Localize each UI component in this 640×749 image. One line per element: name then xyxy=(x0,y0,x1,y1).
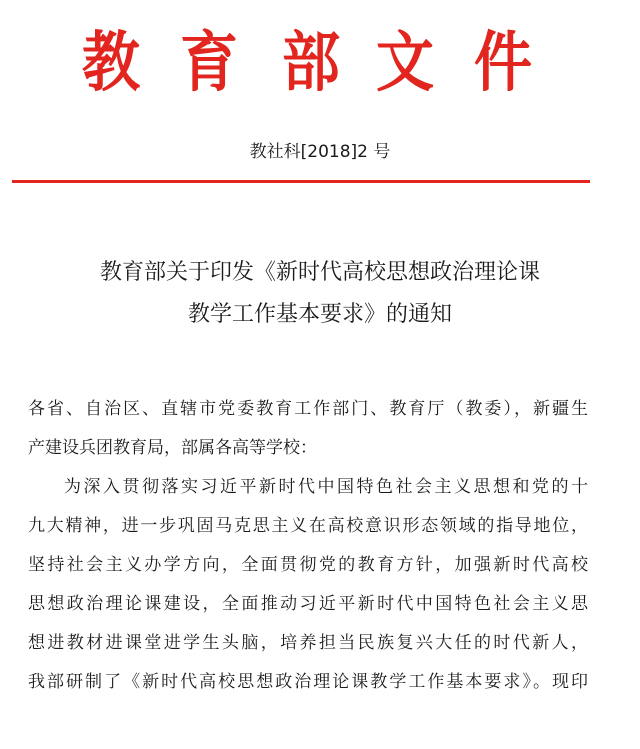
body-line-6: 思想政治理论课建设，全面推动习近平新时代中国特色社会主义思 xyxy=(28,594,588,614)
masthead-char-5: 件 xyxy=(474,23,533,101)
body-line-5: 坚持社会主义办学方向，全面贯彻党的教育方针，加强新时代高校 xyxy=(28,555,588,575)
body-line-8: 我部研制了《新时代高校思想政治理论课教学工作基本要求》。现印 xyxy=(28,672,588,692)
document-title xyxy=(0,252,640,336)
masthead-char-1: 教 xyxy=(82,23,141,101)
masthead-char-4: 文 xyxy=(376,23,435,101)
document-number: 教社科[2018]2 号 xyxy=(249,142,391,162)
document-masthead xyxy=(0,22,640,102)
body-line-4: 九大精神，进一步巩固马克思主义在高校意识形态领域的指导地位， xyxy=(28,516,588,536)
body-line-2: 产建设兵团教育局，部属各高等学校： xyxy=(28,438,317,458)
red-divider-line xyxy=(12,180,590,183)
title-line-1: 教育部关于印发《新时代高校思想政治理论课 xyxy=(99,260,540,285)
body-line-7: 想进教材进课堂进学生头脑，培养担当民族复兴大任的时代新人， xyxy=(28,633,588,653)
masthead-char-3: 部 xyxy=(282,23,341,101)
body-line-3: 为深入贯彻落实习近平新时代中国特色社会主义思想和党的十 xyxy=(64,477,588,497)
title-line-2: 教学工作基本要求》的通知 xyxy=(187,302,452,327)
document-body xyxy=(28,390,588,702)
body-line-1: 各省、自治区、直辖市党委教育工作部门、教育厅（教委），新疆生 xyxy=(28,399,588,419)
masthead-char-2: 育 xyxy=(180,23,239,101)
